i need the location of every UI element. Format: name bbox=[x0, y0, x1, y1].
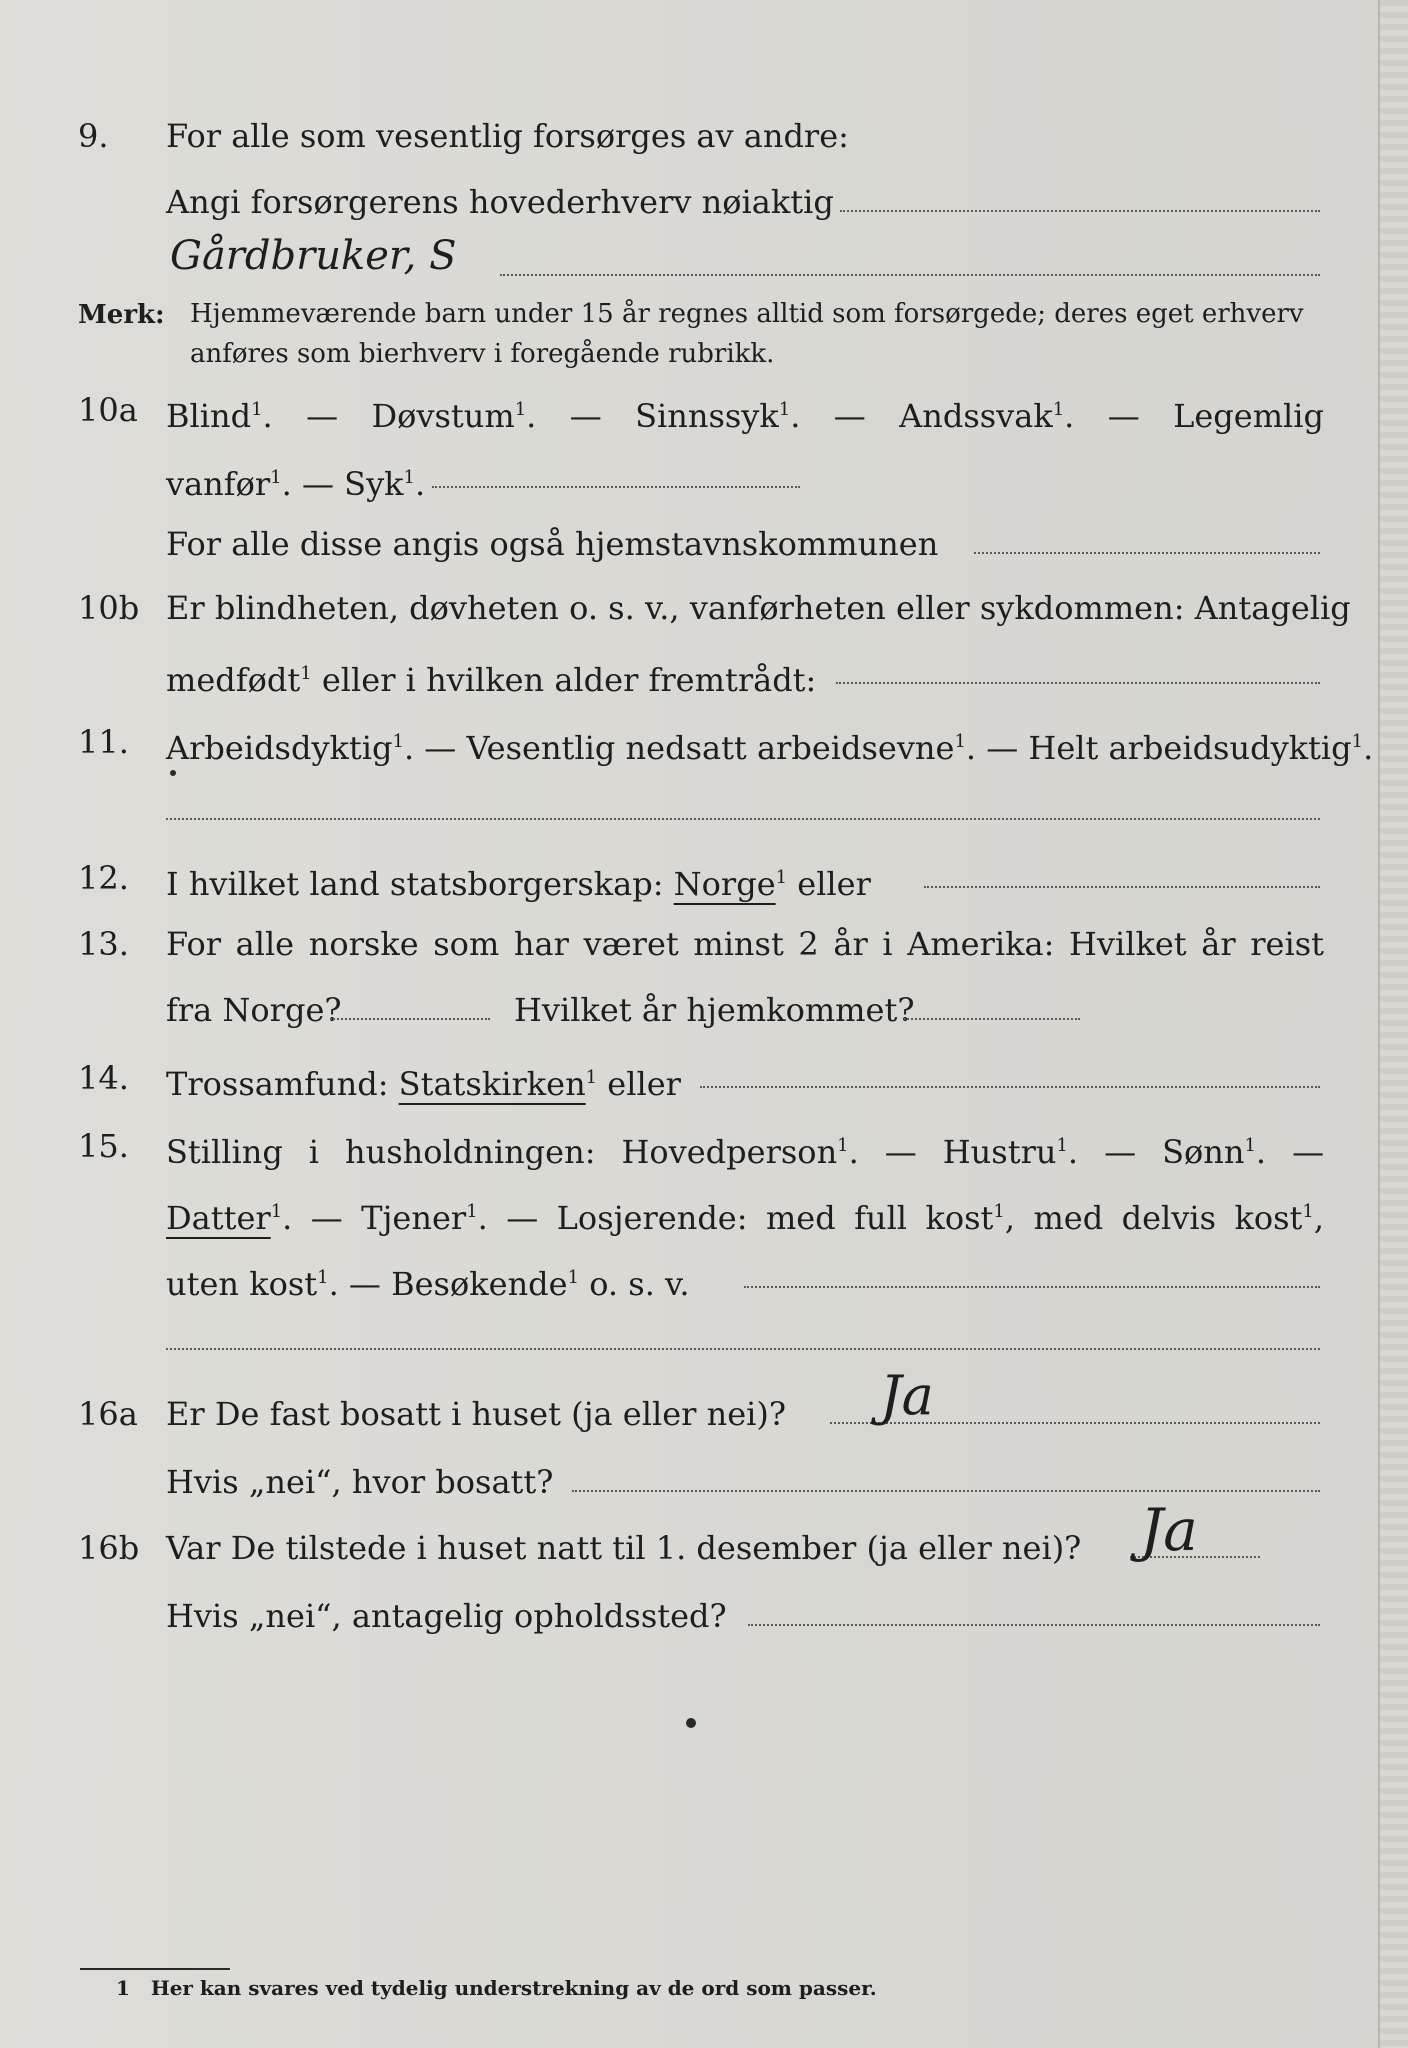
q13-reist-line bbox=[330, 1018, 490, 1020]
q15-row-3 bbox=[0, 1250, 1380, 1306]
footnote-ref: 1 bbox=[585, 1067, 598, 1088]
q10b-answer-line bbox=[836, 682, 1320, 684]
option-datter-underlined: Datter bbox=[166, 1199, 271, 1237]
q12-row bbox=[0, 850, 1380, 906]
q10b-alder-prompt: eller i hvilken alder fremtrådt: bbox=[311, 661, 817, 699]
q16a-number: 16a bbox=[78, 1395, 138, 1433]
footnote-ref: 1 bbox=[1056, 1135, 1068, 1156]
dash: — bbox=[424, 729, 457, 767]
dash: — bbox=[884, 1133, 917, 1171]
q10b-number: 10b bbox=[78, 589, 140, 627]
q16a-handwritten-answer: Ja bbox=[880, 1364, 934, 1427]
q15-options: Stilling i husholdningen: Hovedperson$^1$. — Hustru$^1$. — Sønn$^1$. — bbox=[166, 1133, 1325, 1171]
dash: — bbox=[986, 729, 1019, 767]
q13-row-2 bbox=[0, 982, 1380, 1038]
q9-question: For alle som vesentlig forsørges av andre: bbox=[166, 117, 849, 155]
option-hustru: Hustru bbox=[942, 1133, 1057, 1171]
option-norge-underlined: Norge bbox=[673, 865, 776, 903]
dash: — bbox=[348, 1265, 381, 1303]
option-sinnssyk: Sinnssyk bbox=[635, 397, 779, 435]
q13-reist-prompt: fra Norge? bbox=[166, 991, 342, 1029]
q15-options-3: uten kost$^1$. — Besøkende$^1$ o. s. v. bbox=[166, 1265, 690, 1303]
q16a-bosatt-prompt: Hvis „nei“, hvor bosatt? bbox=[166, 1463, 554, 1501]
footnote-ref: 1 bbox=[514, 399, 527, 420]
option-losjerende: Losjerende: bbox=[556, 1199, 748, 1237]
option-tjener: Tjener bbox=[361, 1199, 467, 1237]
dash: — bbox=[569, 397, 602, 435]
footnote-ref: 1 bbox=[270, 467, 282, 488]
footnote-ref: 1 bbox=[466, 1201, 478, 1222]
dash: — bbox=[506, 1199, 539, 1237]
q10a-options: Blind$^1$. — Døvstum$^1$. — Sinnssyk$^1$. — Andssvak$^1$. — Legemlig bbox=[166, 397, 1324, 435]
footnote-ref: 1 bbox=[1244, 1135, 1256, 1156]
q16b-opholdssted-line bbox=[748, 1624, 1320, 1626]
q15-answer-line-2 bbox=[166, 1348, 1320, 1350]
option-uten-kost: uten kost bbox=[166, 1265, 318, 1303]
footnote-ref: 1 bbox=[1052, 399, 1065, 420]
q11-row bbox=[0, 714, 1380, 770]
q12-question bbox=[166, 850, 871, 912]
footnote-ref: 1 bbox=[1302, 1201, 1314, 1222]
paper-edge bbox=[1378, 0, 1408, 2048]
footnote-ref: 1 bbox=[954, 731, 966, 752]
q13-hjemkommet-line bbox=[904, 1018, 1080, 1020]
q10a-row bbox=[0, 382, 1380, 438]
footnote-ref: 1 bbox=[317, 1267, 329, 1288]
q14-answer-line bbox=[700, 1086, 1320, 1088]
option-delvis-kost: med delvis kost bbox=[1033, 1199, 1303, 1237]
footnote-rule bbox=[80, 1968, 230, 1970]
dash: — bbox=[301, 465, 334, 503]
q10b-question: Er blindheten, døvheten o. s. v., vanførheten eller sykdommen: Antagelig bbox=[166, 589, 1351, 627]
footnote-ref: 1 bbox=[1351, 731, 1364, 752]
footnote-ref: 1 bbox=[993, 1201, 1005, 1222]
q10a-hjemstavn-prompt: For alle disse angis også hjemstavnskommunen bbox=[166, 525, 939, 563]
option-dovstum: Døvstum bbox=[371, 397, 515, 435]
q16b-opholdssted-prompt: Hvis „nei“, antagelig opholdssted? bbox=[166, 1597, 727, 1635]
q16a-question: Er De fast bosatt i huset (ja eller nei)? bbox=[166, 1395, 787, 1433]
footnote-ref: 1 bbox=[300, 663, 312, 684]
q10b-row-2 bbox=[0, 646, 1380, 702]
q15-row bbox=[0, 1118, 1380, 1174]
q13-number: 13. bbox=[78, 925, 129, 963]
footnote-ref: 1 bbox=[392, 731, 404, 752]
q13-hjemkommet-prompt: Hvilket år hjemkommet? bbox=[514, 991, 915, 1029]
q10a-row-2 bbox=[0, 450, 1380, 506]
q11-options: Arbeidsdyktig$^1$. — Vesentlig nedsatt arbeidsevne$^1$. — Helt arbeidsudyktig$^1$. bbox=[166, 729, 1374, 767]
option-blind: Blind bbox=[166, 397, 252, 435]
q16b-row-2 bbox=[0, 1588, 1380, 1644]
option-medfodt: medfødt bbox=[166, 661, 301, 699]
q16b-number: 16b bbox=[78, 1529, 140, 1567]
q14-number: 14. bbox=[78, 1059, 129, 1097]
footnote-ref: 1 bbox=[567, 1267, 580, 1288]
q11-answer-line bbox=[166, 818, 1320, 820]
footnote-ref: 1 bbox=[403, 467, 415, 488]
q12-eller: eller bbox=[787, 865, 871, 903]
q12-number: 12. bbox=[78, 859, 129, 897]
option-syk: Syk bbox=[344, 465, 404, 503]
dash: — bbox=[833, 397, 866, 435]
q9-row-2 bbox=[0, 174, 1380, 230]
dash: — bbox=[306, 397, 339, 435]
q9-answer-line bbox=[840, 210, 1320, 212]
q10a-answer-line bbox=[432, 486, 800, 488]
option-andssvak: Andssvak bbox=[899, 397, 1053, 435]
q9-handwritten-answer: Gårdbruker, S bbox=[170, 233, 457, 279]
q16a-row bbox=[0, 1364, 1380, 1442]
footnote bbox=[116, 1976, 877, 2000]
q10a-options-2: vanfør$^1$. — Syk$^1$. bbox=[166, 465, 426, 503]
q14-row bbox=[0, 1050, 1380, 1106]
merk-label: Merk: bbox=[78, 300, 165, 330]
q10a-row-3 bbox=[0, 516, 1380, 572]
option-legemlig: Legemlig bbox=[1173, 397, 1324, 435]
merk-note: Hjemmeværende barn under 15 år regnes alltid som forsørgede; deres eget erhverv anføres som bierhverv i foregående rubrikk. bbox=[190, 299, 1304, 369]
option-nedsatt-arbeidsevne: Vesentlig nedsatt arbeidsevne bbox=[466, 729, 955, 767]
option-hovedperson: Hovedperson bbox=[621, 1133, 838, 1171]
q10a-hjemstavn-line bbox=[974, 552, 1320, 554]
q10b-row bbox=[0, 580, 1380, 636]
q13-question: For alle norske som har været minst 2 år i Amerika: Hvilket år reist bbox=[166, 925, 1324, 963]
q14-eller: eller bbox=[597, 1065, 681, 1103]
q15-options-2: Datter$^1$. — Tjener$^1$. — Losjerende: med full kost$^1$, med delvis kost$^1$, bbox=[166, 1199, 1325, 1237]
q9-answer-line-2 bbox=[500, 274, 1320, 276]
q14-question bbox=[166, 1050, 681, 1112]
dash: — bbox=[1107, 397, 1140, 435]
q13-row bbox=[0, 916, 1380, 972]
footnote-text: Her kan svares ved tydelig understrekning av de ord som passer. bbox=[150, 1976, 877, 2000]
q16b-handwritten-answer: Ja bbox=[1140, 1496, 1198, 1564]
footnote-ref: 1 bbox=[251, 399, 263, 420]
dash: — bbox=[1292, 1133, 1325, 1171]
footnote-ref: 1 bbox=[775, 867, 788, 888]
q15-row-2 bbox=[0, 1184, 1380, 1240]
q16b-question: Var De tilstede i huset natt til 1. desember (ja eller nei)? bbox=[166, 1529, 1082, 1567]
q9-occupation-prompt: Angi forsørgerens hovederhverv nøiaktig bbox=[166, 183, 834, 221]
q9-number: 9. bbox=[78, 117, 109, 155]
option-arbeidsudyktig: Helt arbeidsudyktig bbox=[1028, 729, 1352, 767]
q16b-row bbox=[0, 1496, 1380, 1576]
q9-row bbox=[0, 108, 1380, 164]
q15-answer-line bbox=[744, 1286, 1320, 1288]
q15-number: 15. bbox=[78, 1127, 129, 1165]
footnote-number: 1 bbox=[116, 1976, 130, 2000]
option-besokende: Besøkende bbox=[391, 1265, 568, 1303]
q10a-number: 10a bbox=[78, 391, 138, 429]
q10b-question-2 bbox=[166, 646, 816, 708]
option-full-kost: med full kost bbox=[765, 1199, 994, 1237]
q12-answer-line bbox=[924, 886, 1320, 888]
option-vanfor: vanfør bbox=[166, 465, 271, 503]
q14-prompt: Trossamfund: bbox=[166, 1065, 399, 1103]
footnote-ref: 1 bbox=[270, 1201, 283, 1222]
option-statskirken-underlined: Statskirken bbox=[398, 1065, 586, 1103]
dash: — bbox=[1104, 1133, 1137, 1171]
dash: — bbox=[310, 1199, 343, 1237]
ink-dot bbox=[686, 1718, 696, 1728]
q15-prompt: Stilling i husholdningen: bbox=[166, 1133, 596, 1171]
footnote-ref: 1 bbox=[778, 399, 791, 420]
footnote-ref: 1 bbox=[837, 1135, 849, 1156]
q9-answer-row bbox=[0, 233, 1380, 294]
ink-dot bbox=[170, 770, 176, 776]
option-sonn: Sønn bbox=[1162, 1133, 1245, 1171]
q15-osv: o. s. v. bbox=[589, 1265, 690, 1303]
q12-prompt: I hvilket land statsborgerskap: bbox=[166, 865, 674, 903]
option-arbeidsdyktig: Arbeidsdyktig bbox=[166, 729, 393, 767]
q11-number: 11. bbox=[78, 723, 129, 761]
q16a-bosatt-line bbox=[572, 1490, 1320, 1492]
